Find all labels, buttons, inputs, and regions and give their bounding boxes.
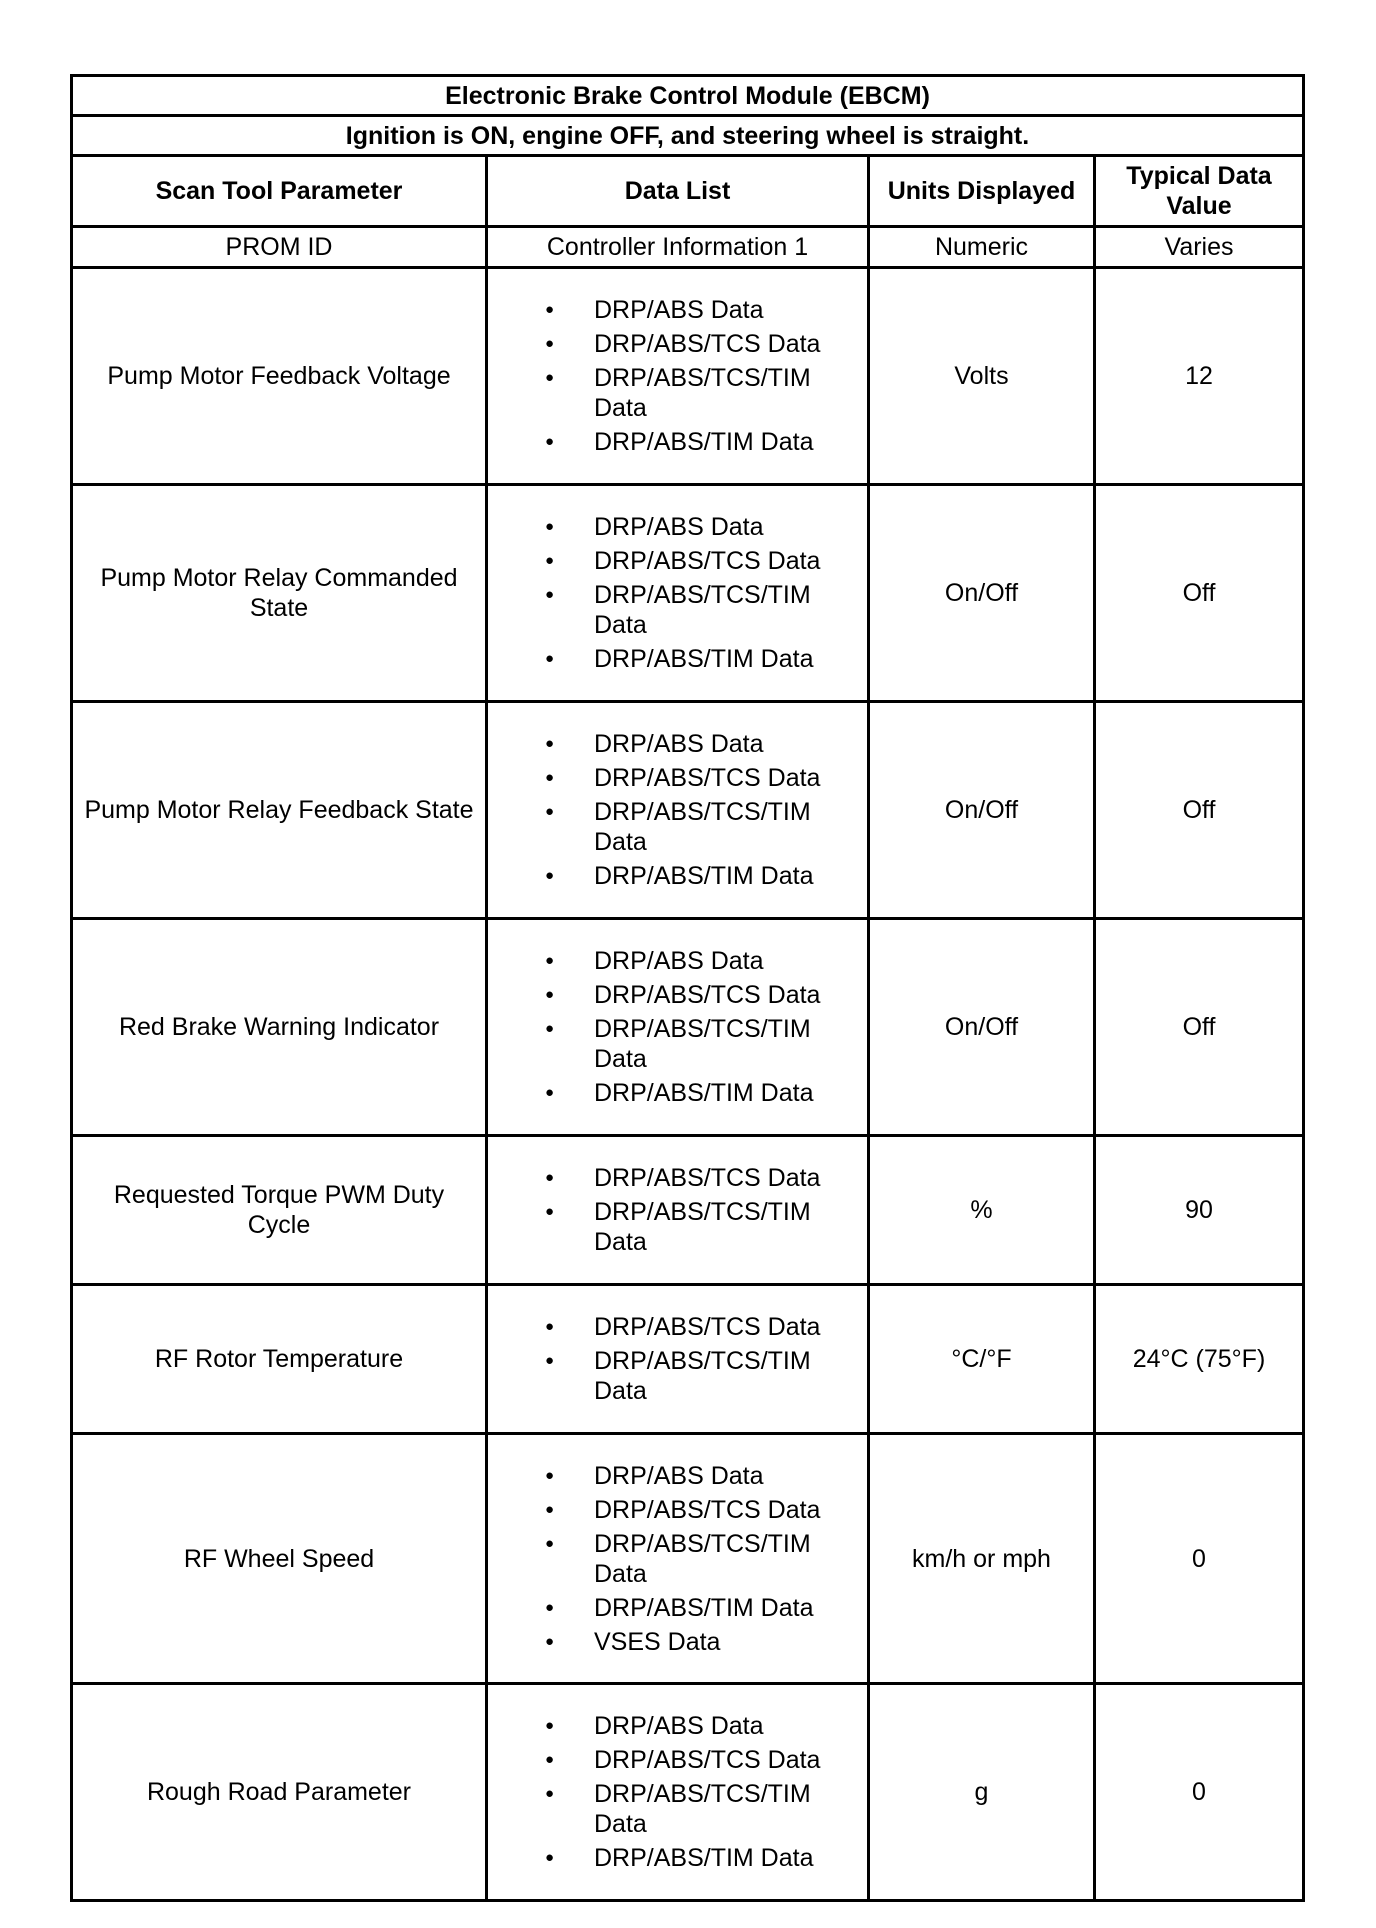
list-item: ● VSES Data	[488, 1627, 867, 1657]
datalist-cell: Controller Information 1	[487, 227, 869, 268]
title-row	[72, 76, 1304, 116]
units-cell: %	[869, 1136, 1095, 1285]
header-data-list: Data List	[487, 156, 869, 227]
datalist-cell	[487, 485, 869, 702]
param-cell: Rough Road Parameter	[72, 1684, 487, 1901]
header-scan-tool-parameter: Scan Tool Parameter	[72, 156, 487, 227]
units-cell: On/Off	[869, 485, 1095, 702]
table-row	[72, 702, 1304, 919]
units-cell: Volts	[869, 268, 1095, 485]
list-item: ● DRP/ABS/TCS/TIM Data	[488, 797, 867, 857]
table-row	[72, 1684, 1304, 1901]
header-units-displayed: Units Displayed	[869, 156, 1095, 227]
list-item: ● DRP/ABS/TIM Data	[488, 861, 867, 891]
units-cell: Numeric	[869, 227, 1095, 268]
units-cell: g	[869, 1684, 1095, 1901]
param-cell: Red Brake Warning Indicator	[72, 919, 487, 1136]
value-cell: 90	[1095, 1136, 1304, 1285]
header-row	[72, 156, 1304, 227]
table-row	[72, 485, 1304, 702]
list-item: ● DRP/ABS/TIM Data	[488, 1843, 867, 1873]
list-item: ● DRP/ABS/TIM Data	[488, 1593, 867, 1623]
datalist-cell	[487, 1136, 869, 1285]
value-cell: Off	[1095, 919, 1304, 1136]
units-cell: On/Off	[869, 919, 1095, 1136]
param-cell: RF Wheel Speed	[72, 1434, 487, 1684]
table-row	[72, 1136, 1304, 1285]
list-item: ● DRP/ABS/TCS/TIM Data	[488, 363, 867, 423]
value-cell: Varies	[1095, 227, 1304, 268]
list-item: ● DRP/ABS/TCS Data	[488, 329, 867, 359]
datalist-cell	[487, 1434, 869, 1684]
param-cell: RF Rotor Temperature	[72, 1285, 487, 1434]
datalist-list	[488, 1312, 867, 1406]
table-title: Electronic Brake Control Module (EBCM)	[72, 76, 1304, 116]
value-cell: Off	[1095, 702, 1304, 919]
param-cell: PROM ID	[72, 227, 487, 268]
list-item: ● DRP/ABS/TCS/TIM Data	[488, 580, 867, 640]
list-item: ● DRP/ABS/TCS/TIM Data	[488, 1529, 867, 1589]
list-item: ● DRP/ABS/TCS/TIM Data	[488, 1197, 867, 1257]
header-typical-data-value: Typical Data Value	[1095, 156, 1304, 227]
table-row	[72, 919, 1304, 1136]
list-item: ● DRP/ABS/TCS/TIM Data	[488, 1346, 867, 1406]
table-condition: Ignition is ON, engine OFF, and steering wheel is straight.	[72, 116, 1304, 156]
list-item: ● DRP/ABS/TCS Data	[488, 980, 867, 1010]
list-item: ● DRP/ABS Data	[488, 512, 867, 542]
table-row	[72, 268, 1304, 485]
datalist-list	[488, 1711, 867, 1873]
list-item: ● DRP/ABS/TCS Data	[488, 1495, 867, 1525]
condition-row	[72, 116, 1304, 156]
param-cell: Requested Torque PWM Duty Cycle	[72, 1136, 487, 1285]
datalist-cell	[487, 919, 869, 1136]
list-item: ● DRP/ABS/TCS Data	[488, 1745, 867, 1775]
param-cell: Pump Motor Feedback Voltage	[72, 268, 487, 485]
list-item: ● DRP/ABS/TCS/TIM Data	[488, 1779, 867, 1839]
datalist-cell	[487, 1684, 869, 1901]
list-item: ● DRP/ABS Data	[488, 946, 867, 976]
list-item: ● DRP/ABS Data	[488, 1711, 867, 1741]
list-item: ● DRP/ABS Data	[488, 1461, 867, 1491]
list-item: ● DRP/ABS/TCS Data	[488, 763, 867, 793]
value-cell: 0	[1095, 1684, 1304, 1901]
list-item: ● DRP/ABS/TIM Data	[488, 644, 867, 674]
list-item: ● DRP/ABS/TCS Data	[488, 1163, 867, 1193]
list-item: ● DRP/ABS Data	[488, 295, 867, 325]
list-item: ● DRP/ABS/TCS Data	[488, 1312, 867, 1342]
units-cell: km/h or mph	[869, 1434, 1095, 1684]
datalist-list	[488, 512, 867, 674]
units-cell: On/Off	[869, 702, 1095, 919]
param-cell: Pump Motor Relay Commanded State	[72, 485, 487, 702]
table-row	[72, 1434, 1304, 1684]
value-cell: 24°C (75°F)	[1095, 1285, 1304, 1434]
list-item: ● DRP/ABS/TCS Data	[488, 546, 867, 576]
datalist-list	[488, 729, 867, 891]
datalist-list	[488, 295, 867, 457]
value-cell: Off	[1095, 485, 1304, 702]
param-cell: Pump Motor Relay Feedback State	[72, 702, 487, 919]
ebcm-table	[70, 74, 1305, 1902]
table-row	[72, 227, 1304, 268]
table-row	[72, 1285, 1304, 1434]
list-item: ● DRP/ABS/TIM Data	[488, 1078, 867, 1108]
datalist-cell	[487, 268, 869, 485]
units-cell: °C/°F	[869, 1285, 1095, 1434]
datalist-cell	[487, 1285, 869, 1434]
datalist-list	[488, 1461, 867, 1657]
datalist-list	[488, 946, 867, 1108]
list-item: ● DRP/ABS/TIM Data	[488, 427, 867, 457]
datalist-cell	[487, 702, 869, 919]
datalist-list	[488, 1163, 867, 1257]
list-item: ● DRP/ABS/TCS/TIM Data	[488, 1014, 867, 1074]
value-cell: 0	[1095, 1434, 1304, 1684]
list-item: ● DRP/ABS Data	[488, 729, 867, 759]
value-cell: 12	[1095, 268, 1304, 485]
